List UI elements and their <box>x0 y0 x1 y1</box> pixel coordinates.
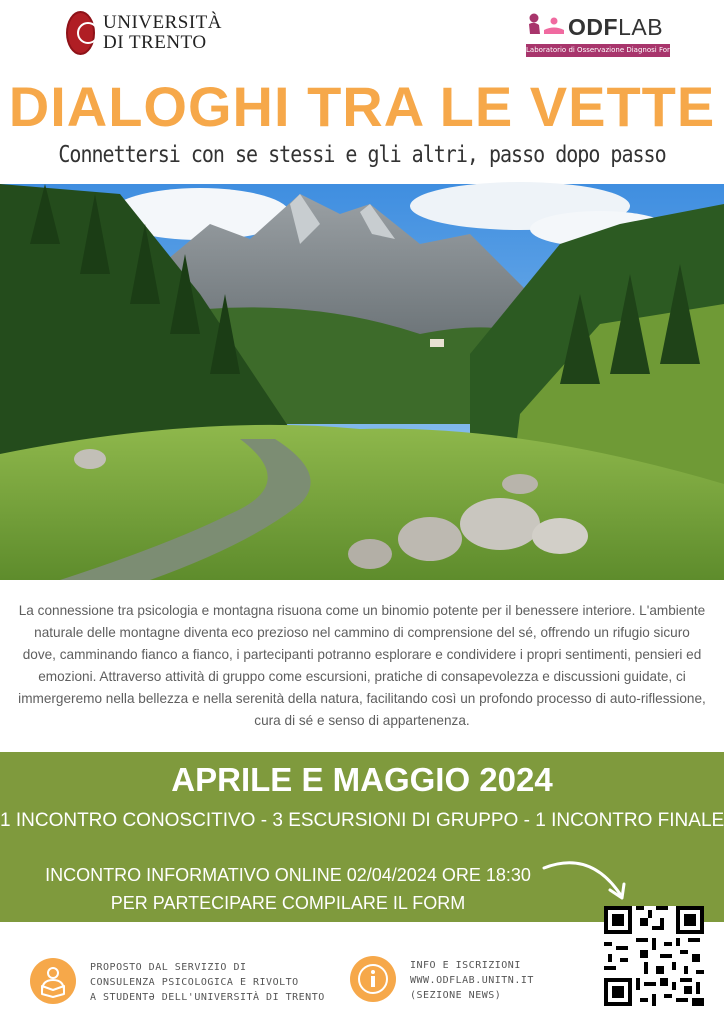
info-icon <box>350 956 396 1002</box>
student-reading-icon <box>30 958 76 1004</box>
odflab-figure-icon <box>526 12 566 38</box>
university-name-line1: UNIVERSITÀ <box>103 12 222 33</box>
poster-subtitle: Connettersi con se stessi e gli altri, passo dopo passo <box>58 140 666 168</box>
footer-info-registration: INFO E ISCRIZIONI WWW.ODFLAB.UNITN.IT (SEZIONE NEWS) <box>410 960 534 1001</box>
footer-proposed-by: PROPOSTO DAL SERVIZIO DI CONSULENZA PSICOLOGICA E RIVOLTO A STUDENTƏ DELL'UNIVERSITÀ DI TRENTO <box>90 962 325 1003</box>
odflab-wordmark: ODFLAB <box>568 14 664 40</box>
form-cta-text: PER PARTECIPARE COMPILARE IL FORM <box>110 893 466 913</box>
university-logo <box>66 10 222 56</box>
university-seal-icon <box>66 11 95 55</box>
curved-arrow-icon <box>540 854 632 906</box>
event-program: 1 INCONTRO CONOSCITIVO - 3 ESCURSIONI DI GRUPPO - 1 INCONTRO FINALE <box>0 810 724 831</box>
event-dates: APRILE E MAGGIO 2024 <box>171 761 553 798</box>
description-paragraph: La connessione tra psicologia e montagna risuona come un binomio potente per il benessere interiore. L'ambiente naturale delle montagne diventa eco prezioso nel cammino di comprensione del sé, offrendo un rifugio sicuro dove, camminando fianco a fianco, i partecipanti potranno esplorare e condividere i propri sentimenti, pensieri ed emozioni. Attraverso attività di gruppo come escursioni, pratiche di consapevolezza e discussioni guidate, ci immergeremo nella bellezza e nella serenità della natura, facilitando così un profondo processo di auto-riflessione, cura di sé e senso di appartenenza. <box>18 603 706 728</box>
university-name-line2: DI TRENTO <box>103 32 207 53</box>
mountain-valley-photo <box>0 184 724 580</box>
odflab-logo <box>524 10 700 58</box>
poster-title: DIALOGHI TRA LE VETTE <box>8 75 716 138</box>
event-info-band <box>0 752 724 922</box>
qr-code[interactable] <box>604 906 704 1006</box>
odflab-tagline: Laboratorio di Osservazione Diagnosi Formazione <box>526 44 670 57</box>
info-session-text: INCONTRO INFORMATIVO ONLINE 02/04/2024 ORE 18:30 <box>45 865 531 885</box>
